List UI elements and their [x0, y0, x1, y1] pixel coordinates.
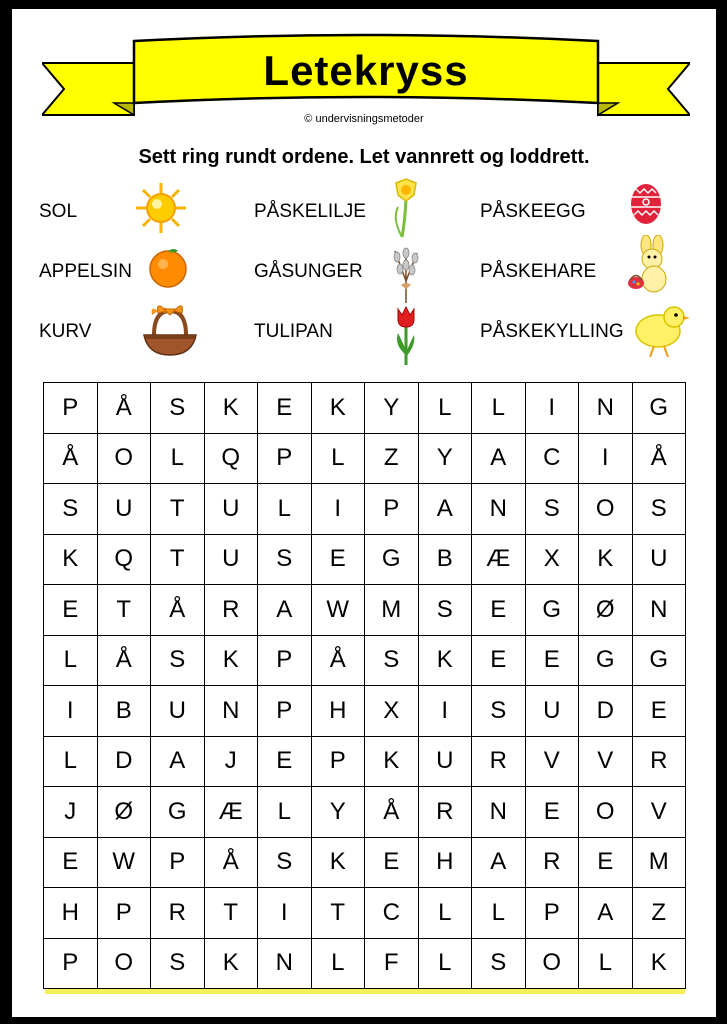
grid-cell[interactable]: A — [472, 838, 526, 889]
grid-cell[interactable]: Y — [419, 434, 473, 485]
grid-cell[interactable]: T — [205, 888, 259, 939]
grid-cell[interactable]: S — [44, 484, 98, 535]
grid-cell[interactable]: W — [98, 838, 152, 889]
grid-cell[interactable]: U — [205, 535, 259, 586]
basket-icon — [140, 305, 200, 359]
grid-cell[interactable]: G — [151, 787, 205, 838]
grid-cell[interactable]: V — [579, 737, 633, 788]
grid-cell[interactable]: S — [472, 939, 526, 990]
grid-cell[interactable]: U — [151, 686, 205, 737]
grid-cell[interactable]: S — [472, 686, 526, 737]
grid-cell[interactable]: U — [526, 686, 580, 737]
grid-cell[interactable]: K — [579, 535, 633, 586]
grid-cell[interactable]: G — [365, 535, 419, 586]
page-title: Letekryss — [263, 47, 469, 94]
word-kurv: KURV — [39, 321, 92, 342]
grid-cell[interactable]: Å — [44, 434, 98, 485]
grid-cell[interactable]: T — [98, 585, 152, 636]
grid-cell[interactable]: P — [258, 686, 312, 737]
grid-cell[interactable]: N — [579, 383, 633, 434]
grid-cell[interactable]: R — [151, 888, 205, 939]
tulip-icon — [392, 305, 420, 367]
grid-cell[interactable]: E — [579, 838, 633, 889]
grid-cell[interactable]: Ø — [98, 787, 152, 838]
grid-cell[interactable]: L — [472, 383, 526, 434]
grid-cell[interactable]: A — [258, 585, 312, 636]
grid-cell[interactable]: Q — [98, 535, 152, 586]
grid-cell[interactable]: J — [44, 787, 98, 838]
grid-cell[interactable]: L — [419, 383, 473, 434]
grid-cell[interactable]: N — [205, 686, 259, 737]
grid-cell[interactable]: L — [44, 737, 98, 788]
grid-cell[interactable]: V — [526, 737, 580, 788]
grid-cell[interactable]: C — [365, 888, 419, 939]
grid-cell[interactable]: H — [419, 838, 473, 889]
grid-cell[interactable]: S — [258, 535, 312, 586]
word-tulipan: TULIPAN — [254, 321, 333, 342]
grid-cell[interactable]: U — [633, 535, 687, 586]
grid-cell[interactable]: L — [44, 636, 98, 687]
grid-cell[interactable]: G — [633, 636, 687, 687]
grid-cell[interactable]: O — [98, 434, 152, 485]
grid-cell[interactable]: D — [98, 737, 152, 788]
grid-cell[interactable]: H — [312, 686, 366, 737]
grid-cell[interactable]: S — [526, 484, 580, 535]
grid-cell[interactable]: V — [633, 787, 687, 838]
grid-cell[interactable]: P — [44, 383, 98, 434]
grid-cell[interactable]: Å — [151, 585, 205, 636]
grid-cell[interactable]: A — [151, 737, 205, 788]
grid-cell[interactable]: Å — [312, 636, 366, 687]
grid-cell[interactable]: E — [44, 585, 98, 636]
grid-cell[interactable]: D — [579, 686, 633, 737]
grid-cell[interactable]: N — [258, 939, 312, 990]
grid-cell[interactable]: O — [98, 939, 152, 990]
grid-cell[interactable]: P — [312, 737, 366, 788]
grid-cell[interactable]: K — [44, 535, 98, 586]
grid-cell[interactable]: B — [98, 686, 152, 737]
grid-cell[interactable]: O — [526, 939, 580, 990]
grid-cell[interactable]: K — [205, 636, 259, 687]
grid-cell[interactable]: S — [633, 484, 687, 535]
letter-grid — [43, 382, 686, 989]
grid-cell[interactable]: P — [365, 484, 419, 535]
grid-cell[interactable]: E — [526, 636, 580, 687]
grid-cell[interactable]: N — [633, 585, 687, 636]
grid-cell[interactable]: O — [579, 787, 633, 838]
grid-cell[interactable]: U — [205, 484, 259, 535]
grid-cell[interactable]: M — [365, 585, 419, 636]
grid-cell[interactable]: R — [472, 737, 526, 788]
grid-cell[interactable]: L — [472, 888, 526, 939]
grid-cell[interactable]: S — [151, 636, 205, 687]
grid-cell[interactable]: G — [579, 636, 633, 687]
grid-cell[interactable]: J — [205, 737, 259, 788]
chick-icon — [628, 301, 692, 357]
pussy-willow-icon — [389, 241, 423, 303]
grid-cell[interactable]: U — [419, 737, 473, 788]
grid-cell[interactable]: S — [258, 838, 312, 889]
grid-cell[interactable]: Å — [633, 434, 687, 485]
grid-cell[interactable]: Å — [98, 636, 152, 687]
word-paskekylling: PÅSKEKYLLING — [480, 321, 624, 342]
grid-cell[interactable]: L — [419, 939, 473, 990]
grid-cell[interactable]: Ø — [579, 585, 633, 636]
easter-egg-icon — [628, 179, 664, 227]
grid-cell[interactable]: T — [312, 888, 366, 939]
word-paskeegg: PÅSKEEGG — [480, 201, 586, 222]
grid-cell[interactable]: H — [44, 888, 98, 939]
grid-cell[interactable]: L — [579, 939, 633, 990]
grid-cell[interactable]: I — [526, 383, 580, 434]
grid-cell[interactable]: E — [258, 383, 312, 434]
grid-cell[interactable]: E — [365, 838, 419, 889]
grid-cell[interactable]: K — [312, 383, 366, 434]
easter-bunny-icon — [624, 235, 678, 297]
grid-cell[interactable]: F — [365, 939, 419, 990]
instruction-text: Sett ring rundt ordene. Let vannrett og loddrett. — [138, 146, 590, 168]
grid-cell[interactable]: P — [151, 838, 205, 889]
grid-cell[interactable]: N — [472, 484, 526, 535]
word-paskelilje: PÅSKELILJE — [254, 201, 366, 222]
grid-cell[interactable]: B — [419, 535, 473, 586]
grid-cell[interactable]: G — [633, 383, 687, 434]
grid-cell[interactable]: K — [312, 838, 366, 889]
yellow-rule — [45, 989, 685, 994]
grid-cell[interactable]: K — [205, 383, 259, 434]
grid-cell[interactable]: L — [312, 434, 366, 485]
grid-cell[interactable]: Y — [312, 787, 366, 838]
grid-cell[interactable]: L — [419, 888, 473, 939]
daffodil-icon — [388, 177, 424, 239]
grid-cell[interactable]: C — [526, 434, 580, 485]
grid-cell[interactable]: L — [312, 939, 366, 990]
grid-cell[interactable]: E — [526, 787, 580, 838]
title-banner — [42, 23, 690, 123]
grid-cell[interactable]: R — [419, 787, 473, 838]
grid-cell[interactable]: E — [312, 535, 366, 586]
grid-cell[interactable]: S — [365, 636, 419, 687]
grid-cell[interactable]: L — [258, 787, 312, 838]
grid-cell[interactable]: A — [419, 484, 473, 535]
word-paskehare: PÅSKEHARE — [480, 261, 597, 282]
grid-cell[interactable]: T — [151, 535, 205, 586]
grid-cell[interactable]: Z — [633, 888, 687, 939]
grid-cell[interactable]: W — [312, 585, 366, 636]
grid-cell[interactable]: S — [419, 585, 473, 636]
grid-cell[interactable]: Z — [365, 434, 419, 485]
grid-cell[interactable]: K — [365, 737, 419, 788]
grid-cell[interactable]: R — [205, 585, 259, 636]
grid-cell[interactable]: E — [472, 585, 526, 636]
copyright-text: © undervisningsmetoder — [304, 113, 424, 125]
grid-cell[interactable]: M — [633, 838, 687, 889]
grid-cell[interactable]: L — [151, 434, 205, 485]
grid-cell[interactable]: I — [258, 888, 312, 939]
grid-cell[interactable]: T — [151, 484, 205, 535]
grid-cell[interactable]: K — [633, 939, 687, 990]
grid-cell[interactable]: I — [312, 484, 366, 535]
grid-cell[interactable]: K — [419, 636, 473, 687]
word-gasunger: GÅSUNGER — [254, 261, 363, 282]
grid-cell[interactable]: Å — [205, 838, 259, 889]
grid-cell[interactable]: E — [472, 636, 526, 687]
grid-cell[interactable]: L — [258, 484, 312, 535]
grid-cell[interactable]: Q — [205, 434, 259, 485]
grid-cell[interactable]: Æ — [472, 535, 526, 586]
grid-cell[interactable]: I — [419, 686, 473, 737]
grid-cell[interactable]: Æ — [205, 787, 259, 838]
grid-cell[interactable]: P — [98, 888, 152, 939]
grid-cell[interactable]: Å — [98, 383, 152, 434]
grid-cell[interactable]: O — [579, 484, 633, 535]
grid-cell[interactable]: E — [258, 737, 312, 788]
grid-cell[interactable]: X — [526, 535, 580, 586]
grid-cell[interactable]: S — [151, 939, 205, 990]
grid-cell[interactable]: S — [151, 383, 205, 434]
word-appelsin: APPELSIN — [39, 261, 132, 282]
grid-cell[interactable]: U — [98, 484, 152, 535]
grid-cell[interactable]: G — [526, 585, 580, 636]
word-sol: SOL — [39, 201, 78, 222]
grid-cell[interactable]: P — [44, 939, 98, 990]
worksheet-page — [11, 8, 717, 1018]
grid-cell[interactable]: E — [633, 686, 687, 737]
grid-cell[interactable]: P — [258, 636, 312, 687]
grid-cell[interactable]: P — [526, 888, 580, 939]
grid-cell[interactable]: I — [579, 434, 633, 485]
grid-cell[interactable]: R — [633, 737, 687, 788]
grid-cell[interactable]: E — [44, 838, 98, 889]
grid-cell[interactable]: A — [472, 434, 526, 485]
grid-cell[interactable]: K — [205, 939, 259, 990]
grid-cell[interactable]: R — [526, 838, 580, 889]
grid-cell[interactable]: P — [258, 434, 312, 485]
grid-cell[interactable]: N — [472, 787, 526, 838]
grid-cell[interactable]: Å — [365, 787, 419, 838]
sun-icon — [134, 181, 188, 235]
orange-icon — [146, 245, 190, 289]
grid-cell[interactable]: X — [365, 686, 419, 737]
grid-cell[interactable]: Y — [365, 383, 419, 434]
grid-cell[interactable]: I — [44, 686, 98, 737]
grid-cell[interactable]: A — [579, 888, 633, 939]
